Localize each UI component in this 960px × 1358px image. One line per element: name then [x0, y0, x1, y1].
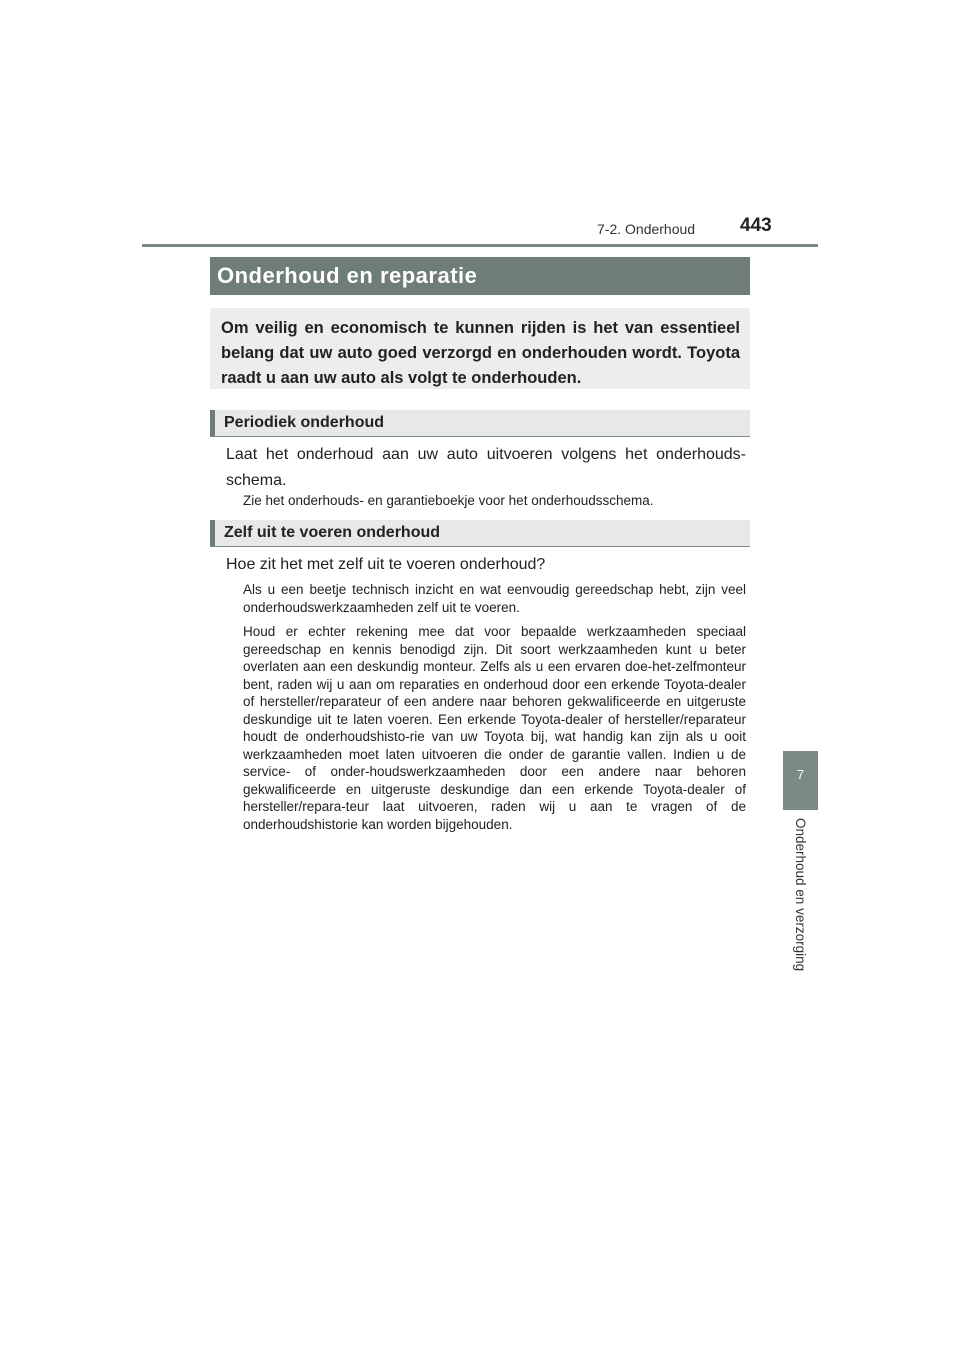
header-divider: [142, 244, 818, 247]
section-main-text: Hoe zit het met zelf uit te voeren onderhoud?: [226, 556, 546, 573]
page-number: 443: [740, 215, 772, 236]
section-main-text: Laat het onderhoud aan uw auto uitvoeren volgens het onderhouds-schema.: [226, 446, 746, 489]
section-note: Houd er echter rekening mee dat voor bepaalde werkzaamheden speciaal gereedschap en kennis benodigd zijn. Dit soort werkzaamheden kunt u beter overlaten aan een deskundig monteur. Zelfs als u een ervaren doe-het-zelfmonteur bent, raden wij u aan om reparaties en onderhoud door een erkende Toyota-dealer of hersteller/reparateur of een andere naar behoren gekwalificeerde en uitgeruste deskundige uit te laten voeren. Een erkende Toyota-dealer of hersteller/reparateur houdt de onderhoudshisto-rie van uw Toyota bij, wat handig kan zijn als u ooit werkzaamheden moet laten uitvoeren die onder de garantie vallen. Indien u de service- of onder-houdswerkzaamheden door een andere naar behoren gekwalificeerde en uitgeruste deskundige dan een erkende Toyota-dealer of hersteller/repara-teur laat uitvoeren, raden wij u aan te vragen of de onderhoudshistorie kan worden bijgehouden.: [243, 624, 746, 832]
subheading-zelf-onderhoud: Zelf uit te voeren onderhoud: [210, 520, 750, 547]
page-title: Onderhoud en reparatie: [210, 257, 750, 295]
intro-box: Om veilig en economisch te kunnen rijden is het van essentieel belang dat uw auto goed verzorgd en onderhouden wordt. Toyota raadt u aan uw auto als volgt te onderhouden.: [210, 308, 750, 389]
chapter-label: Onderhoud en verzorging: [793, 818, 808, 972]
subheading-periodiek-onderhoud: Periodiek onderhoud: [210, 410, 750, 437]
chapter-tab: 7: [783, 751, 818, 810]
header-section-title: 7-2. Onderhoud: [597, 221, 696, 237]
section-note: Zie het onderhouds- en garantieboekje voor het onderhoudsschema.: [243, 493, 654, 508]
section-note: Als u een beetje technisch inzicht en wat eenvoudig gereedschap hebt, zijn veel onderhoudswerkzaamheden zelf uit te voeren.: [243, 582, 746, 615]
